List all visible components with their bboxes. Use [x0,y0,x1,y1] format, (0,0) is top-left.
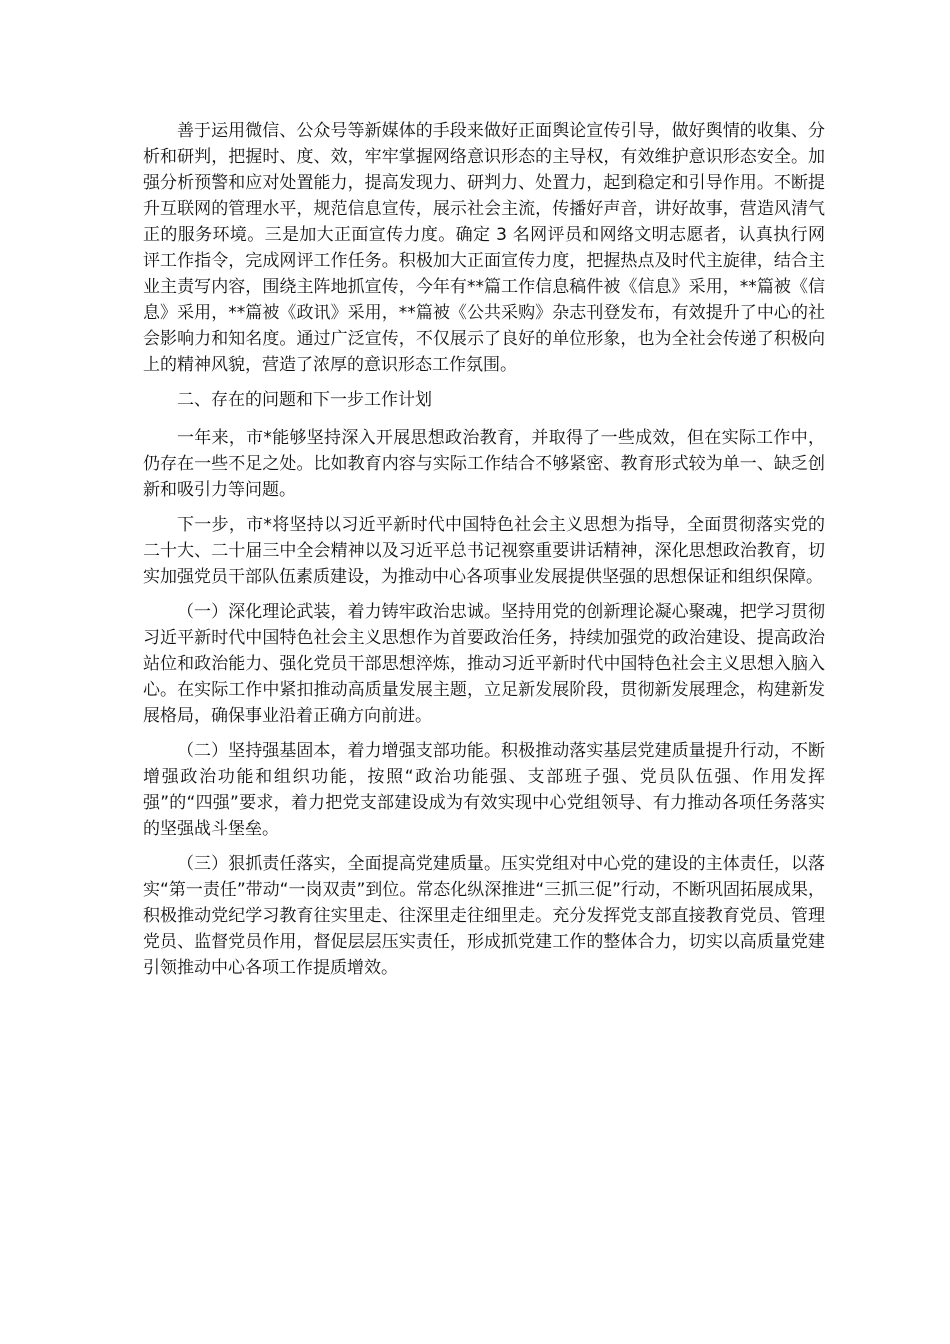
paragraph-item-2-branch: （二）坚持强基固本，着力增强支部功能。积极推动落实基层党建质量提升行动，不断增强政治功能和组织功能，按照“政治功能强、支部班子强、党员队伍强、作用发挥强”的“四强”要求，着力把党支部建设成为有效实现中心党组领导、有力推动各项任务落实的坚强战斗堡垒。 [143,741,825,839]
document-body [143,118,825,990]
paragraph-media-publicity: 善于运用微信、公众号等新媒体的手段来做好正面舆论宣传引导，做好舆情的收集、分析和研判，把握时、度、效，牢牢掌握网络意识形态的主导权，有效维护意识形态安全。加强分析预警和应对处置能力，提高发现力、研判力、处置力，起到稳定和引导作用。不断提升互联网的管理水平，规范信息宣传，展示社会主流，传播好声音，讲好故事，营造风清气正的服务环境。三是加大正面宣传力度。确定 3 名网评员和网络文明志愿者，认真执行网评工作指令，完成网评工作任务。积极加大正面宣传力度，把握热点及时代主旋律，结合主业主责写内容，围绕主阵地抓宣传，今年有**篇工作信息稿件被《信息》采用，**篇被《信息》采用，**篇被《政讯》采用，**篇被《公共采购》杂志刊登发布，有效提升了中心的社会影响力和知名度。通过广泛宣传，不仅展示了良好的单位形象，也为全社会传递了积极向上的精神风貌，营造了浓厚的意识形态工作氛围。 [143,121,825,375]
paragraph-item-1-theory: （一）深化理论武装，着力铸牢政治忠诚。坚持用党的创新理论凝心聚魂，把学习贯彻习近平新时代中国特色社会主义思想作为首要政治任务，持续加强党的政治建设、提高政治站位和政治能力、强化党员干部思想淬炼，推动习近平新时代中国特色社会主义思想入脑入心。在实际工作中紧扣推动高质量发展主题，立足新发展阶段，贯彻新发展理念，构建新发展格局，确保事业沿着正确方向前进。 [143,602,825,726]
section-heading-problems-and-plan: 二、存在的问题和下一步工作计划 [177,390,432,410]
paragraph-item-3-responsibility: （三）狠抓责任落实，全面提高党建质量。压实党组对中心党的建设的主体责任，以落实“第一责任”带动“一岗双责”到位。常态化纵深推进“三抓三促”行动，不断巩固拓展成果，积极推动党纪学习教育往实里走、往深里走往细里走。充分发挥党支部直接教育党员、管理党员、监督党员作用，督促层层压实责任，形成抓党建工作的整体合力，切实以高质量党建引领推动中心各项工作提质增效。 [143,854,825,978]
paragraph-problems: 一年来，市*能够坚持深入开展思想政治教育，并取得了一些成效，但在实际工作中，仍存在一些不足之处。比如教育内容与实际工作结合不够紧密、教育形式较为单一、缺乏创新和吸引力等问题。 [143,428,825,500]
paragraph-next-steps: 下一步，市*将坚持以习近平新时代中国特色社会主义思想为指导，全面贯彻落实党的二十大、二十届三中全会精神以及习近平总书记视察重要讲话精神，深化思想政治教育，切实加强党员干部队伍素质建设，为推动中心各项事业发展提供坚强的思想保证和组织保障。 [143,515,825,587]
